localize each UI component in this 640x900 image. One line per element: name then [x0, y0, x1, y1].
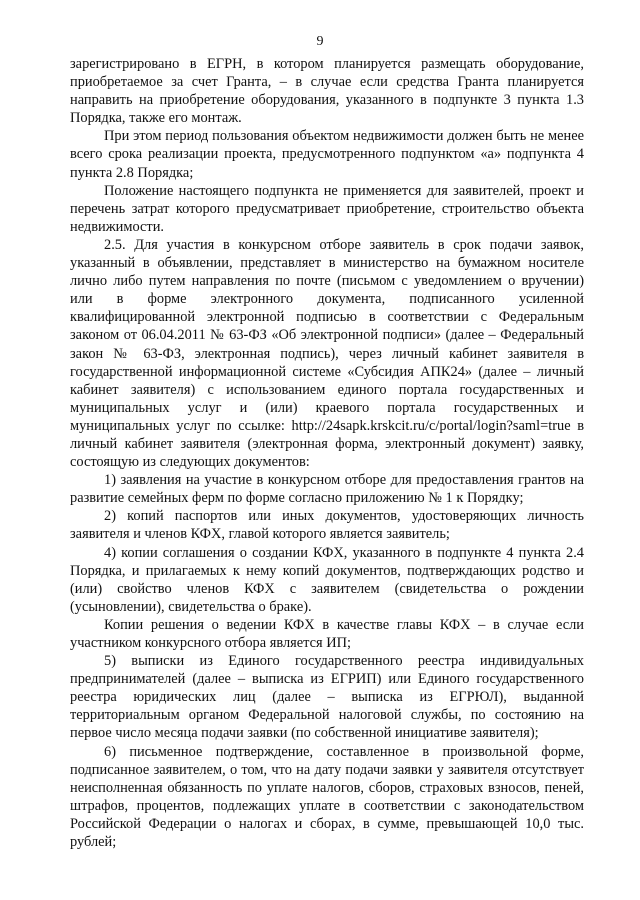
page-body: [70, 55, 584, 851]
list-item: 2) копий паспортов или иных документов, удостоверяющих личность заявителя и членов КФХ, главой которого является заявитель;: [70, 508, 584, 543]
paragraph: Положение настоящего подпункта не применяется для заявителей, проект и перечень затрат которого предусматривает приобретение, строительство объекта недвижимости.: [70, 182, 584, 235]
list-item: 5) выписки из Единого государственного реестра индивидуальных предпринимателей (далее – выписка из ЕГРИП) или Единого государственного реестра юридических лиц (далее – выписка из ЕГРЮЛ), выданной территориальным органом Федеральной налоговой службы, по состоянию на первое число месяца подачи заявки (по собственной инициативе заявителя);: [70, 653, 584, 742]
list-item: 1) заявления на участие в конкурсном отборе для предоставления грантов на развитие семейных ферм по форме согласно приложению № 1 к Порядку;: [70, 472, 584, 507]
list-item: 4) копии соглашения о создании КФХ, указанного в подпункте 4 пункта 2.4 Порядка, и прилагаемых к нему копий документов, подтверждающих родство и (или) свойство членов КФХ с заявителем (свидетельства о рождении (усыновлении), свидетельства о браке).: [70, 544, 584, 615]
paragraph: При этом период пользования объектом недвижимости должен быть не менее всего срока реализации проекта, предусмотренного подпунктом «а» подпункта 4 пункта 2.8 Порядка;: [70, 128, 584, 181]
paragraph: 2.5. Для участия в конкурсном отборе заявитель в срок подачи заявок, указанный в объявлении, представляет в министерство на бумажном носителе лично либо путем направления по почте (письмом с уведомлением о вручении) или в форме электронного документа, подписанного усиленной квалифицированной электронной подписью в соответствии с Федеральным законом от 06.04.2011 № 63-ФЗ «Об электронной подписи» (далее – Федеральный закон № 63-ФЗ, электронная подпись), через личный кабинет заявителя в государственной информационной системе «Субсидия АПК24» (далее – личный кабинет заявителя) с использованием единого портала государственных и муниципальных услуг и (или) краевого портала государственных и муниципальных услуг по ссылке: http://24sapk.krskcit.ru/c/portal/login?saml=true в личный кабинет заявителя (электронная форма, электронный документ) заявку, состоящую из следующих документов:: [70, 236, 584, 471]
paragraph: Копии решения о ведении КФХ в качестве главы КФХ – в случае если участником конкурсного отбора является ИП;: [70, 616, 584, 651]
list-item: 6) письменное подтверждение, составленное в произвольной форме, подписанное заявителем, о том, что на дату подачи заявки у заявителя отсутствует неисполненная обязанность по уплате налогов, сборов, страховых взносов, пеней, штрафов, процентов, подлежащих уплате в соответствии с законодательством Российской Федерации о налогах и сборах, в сумме, превышающей 10,0 тыс. рублей;: [70, 743, 584, 851]
paragraph: зарегистрировано в ЕГРН, в котором планируется размещать оборудование, приобретаемое за счет Гранта, – в случае если средства Гранта планируется направить на приобретение оборудования, указанного в подпункте 3 пункта 1.3 Порядка, также его монтаж.: [70, 56, 584, 127]
page-number: 9: [316, 34, 324, 49]
